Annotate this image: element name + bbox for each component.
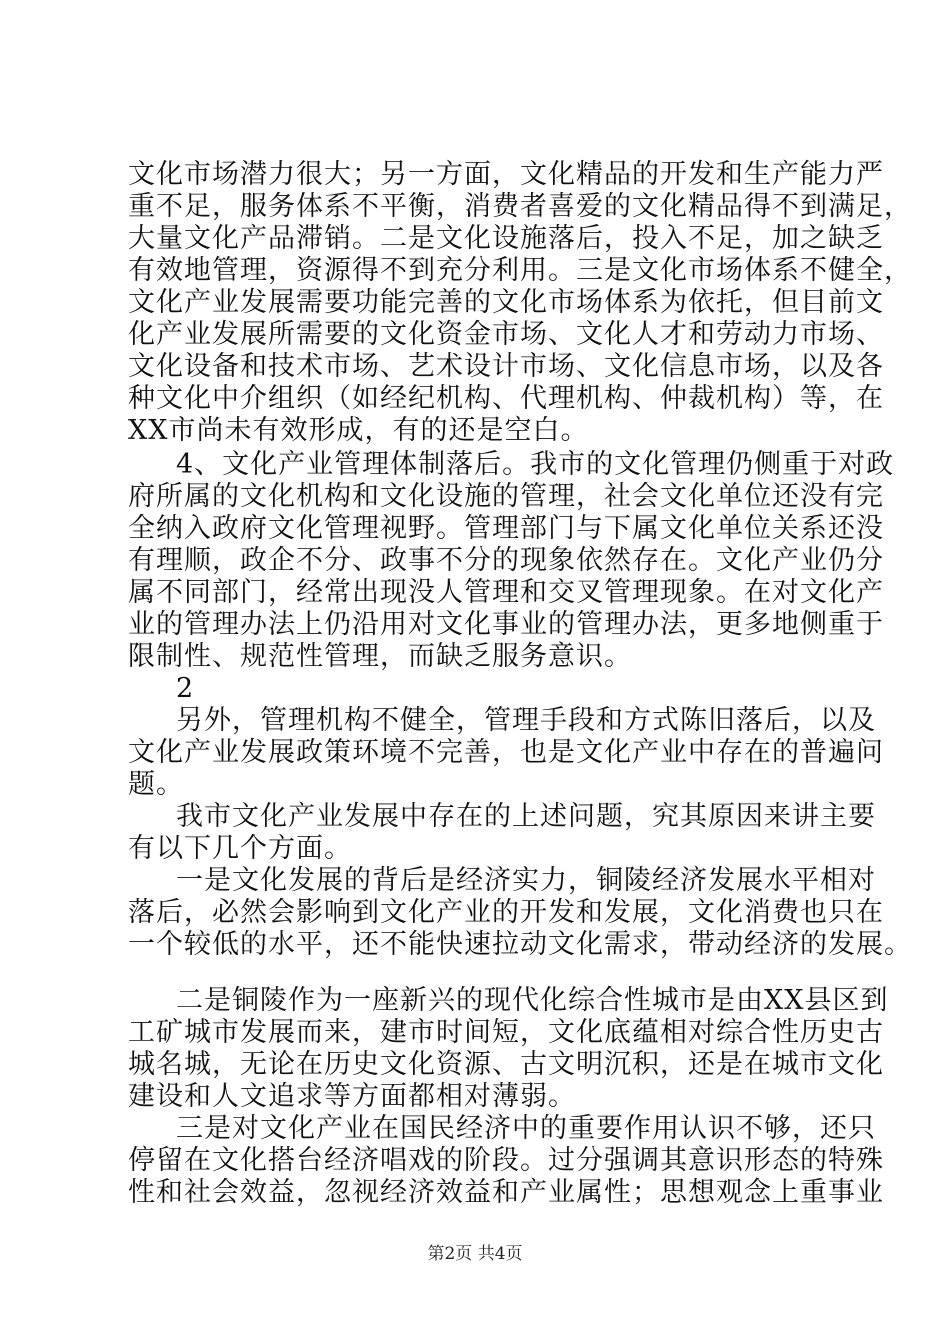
text-line: 府所属的文化机构和文化设施的管理，社会文化单位还没有完 (128, 481, 884, 512)
text-line: 有以下几个方面。 (128, 833, 352, 864)
text-line: 二是铜陵作为一座新兴的现代化综合性城市是由XX县区到 (176, 985, 889, 1016)
text-line: 性和社会效益，忽视经济效益和产业属性；思想观念上重事业 (128, 1177, 884, 1208)
page-footer: 第2页 共4页 (427, 1244, 523, 1264)
text-line: 全纳入政府文化管理视野。管理部门与下属文化单位关系还没 (128, 513, 884, 544)
text-line: 落后，必然会影响到文化产业的开发和发展，文化消费也只在 (128, 897, 884, 928)
text-line: 一个较低的水平，还不能快速拉动文化需求，带动经济的发展。 (128, 929, 912, 960)
text-line: 有效地管理，资源得不到充分利用。三是文化市场体系不健全， (128, 255, 912, 286)
page-marker: 2 (176, 673, 195, 704)
text-line: 种文化中介组织（如经纪机构、代理机构、仲裁机构）等，在 (128, 383, 884, 414)
text-line: 文化市场潜力很大；另一方面，文化精品的开发和生产能力严 (128, 159, 884, 190)
text-line: 文化产业发展政策环境不完善，也是文化产业中存在的普遍问 (128, 737, 884, 768)
text-line: 工矿城市发展而来，建市时间短，文化底蕴相对综合性历史古 (128, 1017, 884, 1048)
text-line: 化产业发展所需要的文化资金市场、文化人才和劳动力市场、 (128, 319, 884, 350)
text-line: 重不足，服务体系不平衡，消费者喜爱的文化精品得不到满足， (128, 191, 912, 222)
text-line: 三是对文化产业在国民经济中的重要作用认识不够，还只 (176, 1113, 876, 1144)
text-line: XX市尚未有效形成，有的还是空白。 (128, 415, 589, 446)
text-line: 业的管理办法上仍沿用对文化事业的管理办法，更多地侧重于 (128, 609, 884, 640)
text-line: 一是文化发展的背后是经济实力，铜陵经济发展水平相对 (176, 865, 876, 896)
text-line: 停留在文化搭台经济唱戏的阶段。过分强调其意识形态的特殊 (128, 1145, 884, 1176)
text-line: 有理顺，政企不分、政事不分的现象依然存在。文化产业仍分 (128, 545, 884, 576)
text-line: 建设和人文追求等方面都相对薄弱。 (128, 1081, 576, 1112)
text-line: 我市文化产业发展中存在的上述问题，究其原因来讲主要 (176, 801, 876, 832)
text-line: 文化设备和技术市场、艺术设计市场、文化信息市场，以及各 (128, 351, 884, 382)
text-line: 限制性、规范性管理，而缺乏服务意识。 (128, 641, 632, 672)
text-line: 城名城，无论在历史文化资源、古文明沉积，还是在城市文化 (128, 1049, 884, 1080)
text-line: 题。 (128, 769, 184, 800)
text-line: 另外，管理机构不健全，管理手段和方式陈旧落后，以及 (176, 705, 876, 736)
text-line: 文化产业发展需要功能完善的文化市场体系为依托，但目前文 (128, 287, 884, 318)
text-line: 大量文化产品滞销。二是文化设施落后，投入不足，加之缺乏 (128, 223, 884, 254)
text-line: 属不同部门，经常出现没人管理和交叉管理现象。在对文化产 (128, 577, 884, 608)
text-line: 4、文化产业管理体制落后。我市的文化管理仍侧重于对政 (176, 449, 895, 480)
